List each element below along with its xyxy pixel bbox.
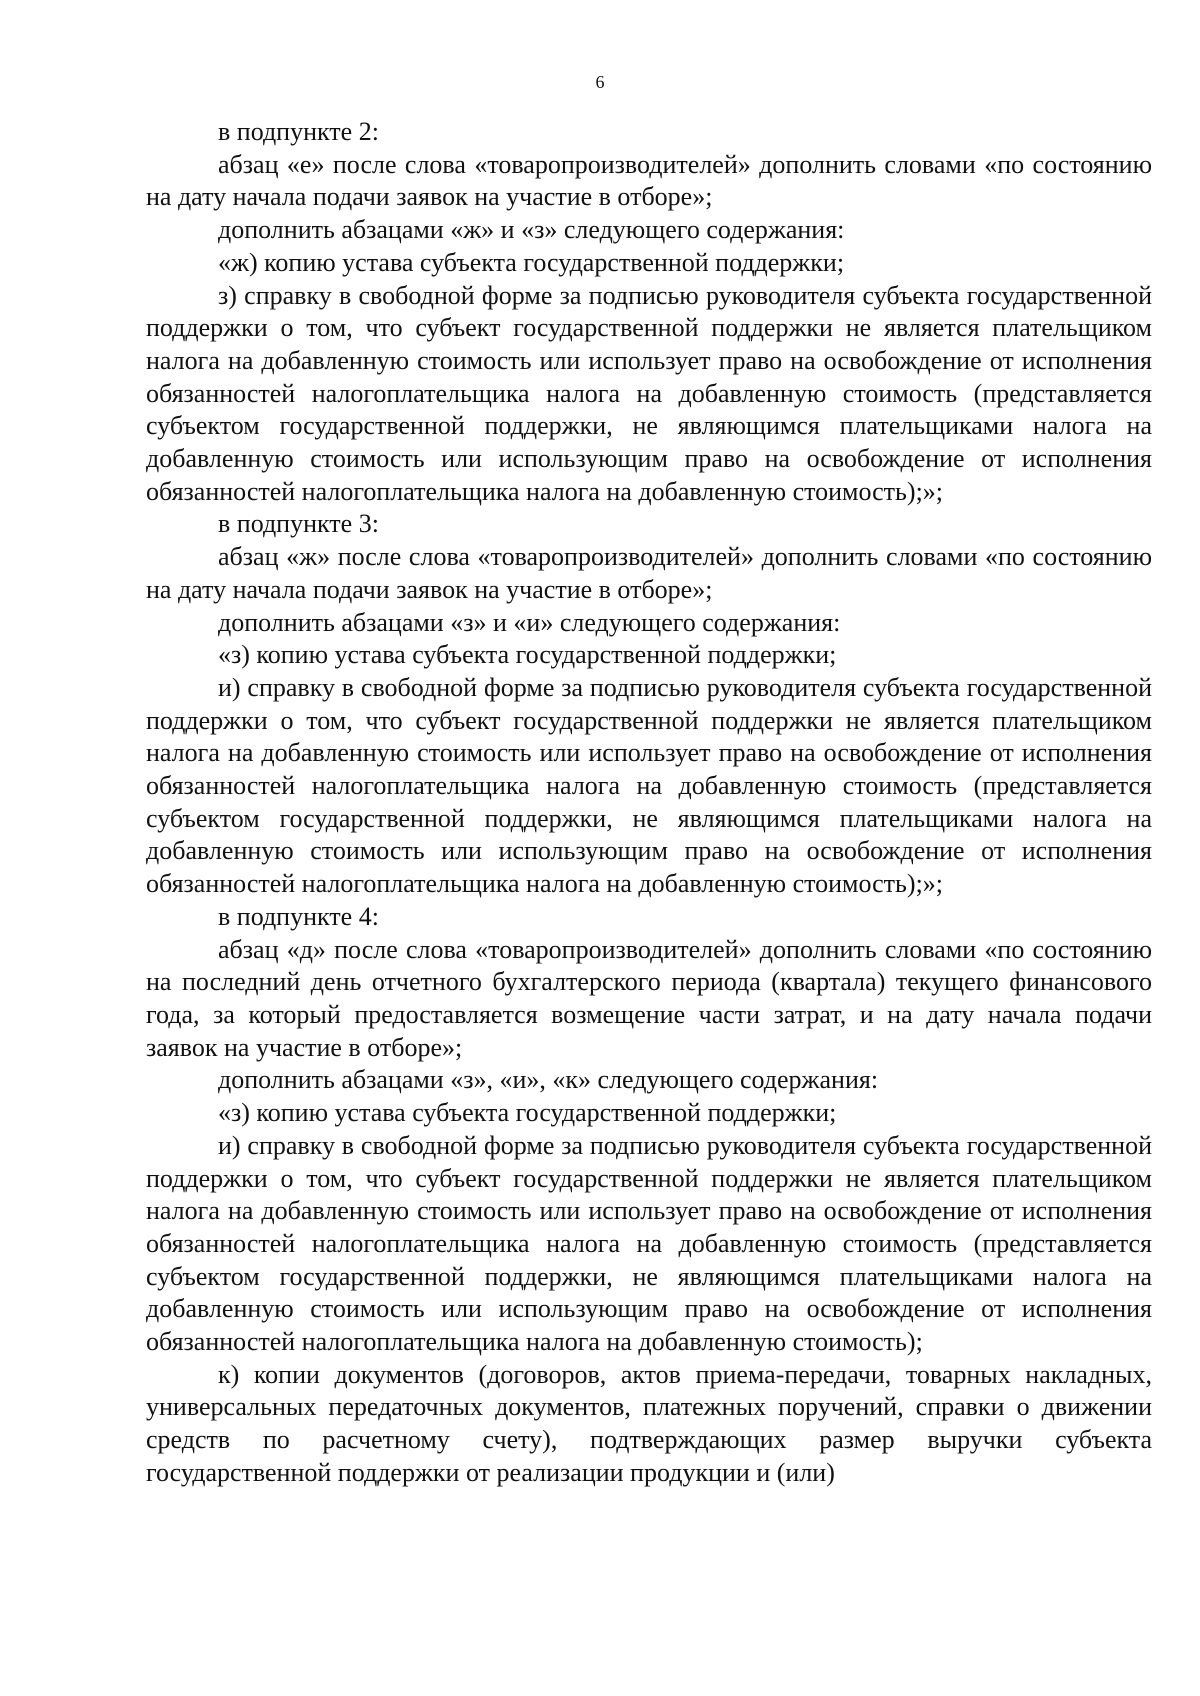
paragraph: в подпункте 3: xyxy=(218,509,379,539)
paragraph: к) копии документов (договоров, актов приема-передачи, товарных накладных, универсальных передаточных документов, платежных поручений, справки о движении средств по расчетному счету), подтверждающих размер выручки субъекта государственной поддержки от реализации продукции и (или) xyxy=(146,1359,1152,1487)
paragraph: в подпункте 2: xyxy=(218,117,379,146)
paragraph: абзац «д» после слова «товаропроизводителей» дополнить словами «по состоянию на последний день отчетного бухгалтерского периода (квартала) текущего финансового года, за который предоставляется возмещение части затрат, и на дату начала подачи заявок на участие в отборе»; xyxy=(146,934,1152,1062)
paragraph: абзац «е» после слова «товаропроизводителей» дополнить словами «по состоянию на дату начала подачи заявок на участие в отборе»; xyxy=(146,149,1152,212)
paragraph: и) справку в свободной форме за подписью руководителя субъекта государственной поддержки о том, что субъект государственной поддержки не является плательщиком налога на добавленную стоимость или использует право на освобождение от исполнения обязанностей налогоплательщика налога на добавленную стоимость (представляется субъектом государственной поддержки, не являющимся плательщиками налога на добавленную стоимость или использующим право на освобождение от исполнения обязанностей налогоплательщика налога на добавленную стоимость); xyxy=(146,1130,1152,1357)
paragraph: абзац «ж» после слова «товаропроизводителей» дополнить словами «по состоянию на дату начала подачи заявок на участие в отборе»; xyxy=(146,542,1152,604)
paragraph: и) справку в свободной форме за подписью руководителя субъекта государственной поддержки о том, что субъект государственной поддержки не является плательщиком налога на добавленную стоимость или использует право на освобождение от исполнения обязанностей налогоплательщика налога на добавленную стоимость (представляется субъектом государственной поддержки, не являющимся плательщиками налога на добавленную стоимость или использующим право на освобождение от исполнения обязанностей налогоплательщика налога на добавленную стоимость);»; xyxy=(146,672,1152,899)
paragraph: з) справку в свободной форме за подписью руководителя субъекта государственной поддержки о том, что субъект государственной поддержки не является плательщиком налога на добавленную стоимость или использует право на освобождение от исполнения обязанностей налогоплательщика налога на добавленную стоимость (представляется субъектом государственной поддержки, не являющимся плательщиками налога на добавленную стоимость или использующим право на освобождение от исполнения обязанностей налогоплательщика налога на добавленную стоимость);»; xyxy=(146,280,1152,506)
page-number: 6 xyxy=(595,72,605,92)
paragraph: дополнить абзацами «з», «и», «к» следующего содержания: xyxy=(218,1065,879,1095)
paragraph: «ж) копию устава субъекта государственной поддержки; xyxy=(218,247,845,277)
paragraph: дополнить абзацами «ж» и «з» следующего содержания: xyxy=(218,215,845,245)
paragraph: «з) копию устава субъекта государственной поддержки; xyxy=(218,1098,837,1128)
paragraph: дополнить абзацами «з» и «и» следующего содержания: xyxy=(218,607,841,637)
paragraph: в подпункте 4: xyxy=(218,901,379,931)
paragraph: «з) копию устава субъекта государственной поддержки; xyxy=(218,640,837,670)
document-body xyxy=(146,116,1152,1490)
